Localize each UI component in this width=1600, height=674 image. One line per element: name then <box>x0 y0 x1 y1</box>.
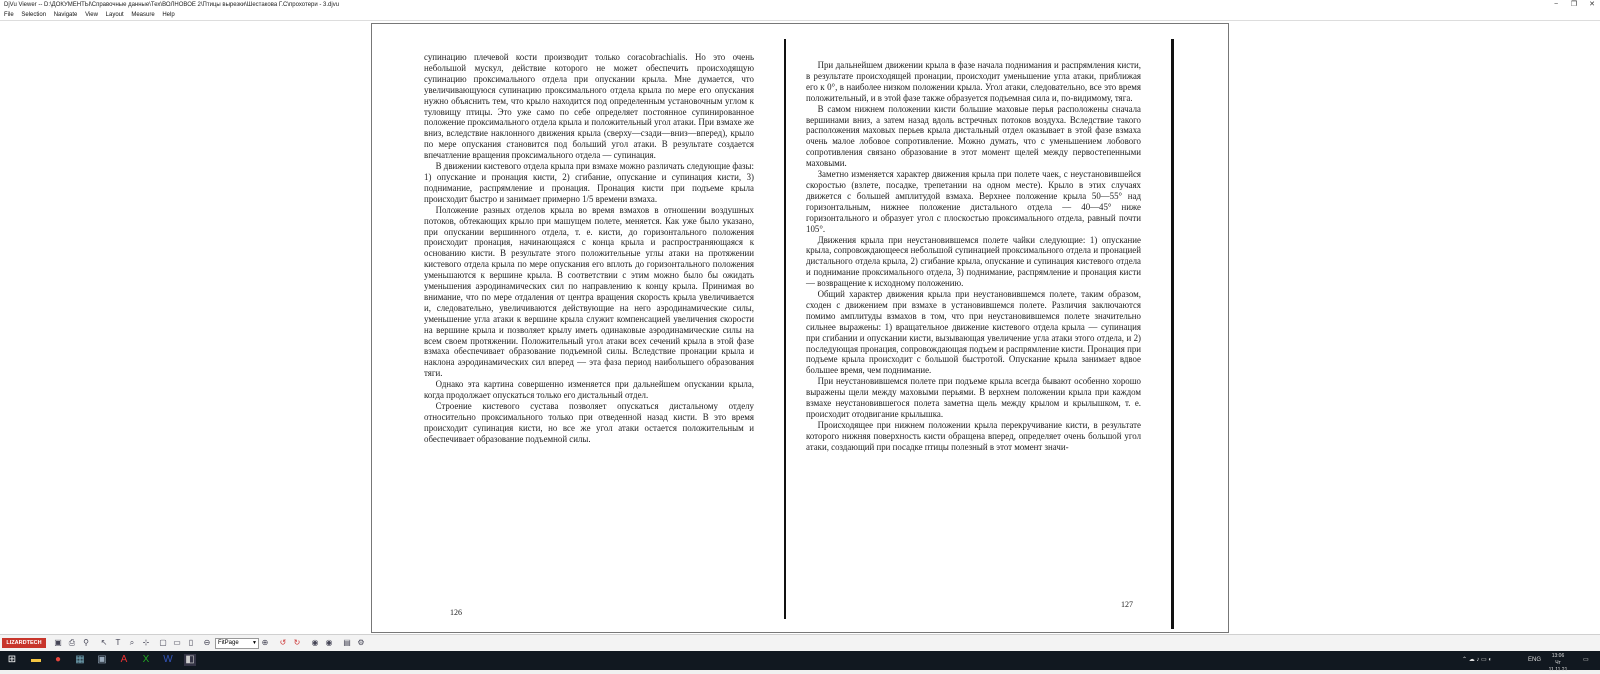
zoom-select[interactable] <box>215 638 259 649</box>
page-number: 126 <box>450 608 462 617</box>
menu-bar <box>0 10 1600 21</box>
select-icon[interactable]: ↖ <box>100 638 108 647</box>
paragraph: В движении кистевого отдела крыла при взмахе можно различать следующие фазы: 1) опускание и пронация кисти, 2) сгибание, опускание и супинация кисти, 3) поднимание, распрямление и пронация. Пронация кисти при подъеме крыла происходит быстро и занимает примерно 1/5 времени взмаха. <box>424 161 754 204</box>
page-left <box>371 23 787 633</box>
close-icon[interactable]: ✕ <box>1589 1 1595 8</box>
menu-file[interactable]: File <box>4 12 14 18</box>
paragraph: При неустановившемся полете при подъеме крыла всегда бывают особенно хорошо выражены щели между маховыми перьями. В верхнем положении крыла при каждом взмахе неустановившегося полета заметна щель между крылом и крылышком, т. е. происходит отодвигание крылышка. <box>806 376 1141 419</box>
paragraph: В самом нижнем положении кисти большие маховые перья расположены сначала вершинами вниз, а затем назад вдоль встречных потоков воздуха. Вследствие такого расположения маховых перьев крыла дистальный отдел оказывает в этой фазе взмаха очень малое лобовое сопротивление. Можно думать, что с уменьшением лобового сопротивления связано образование в этот момент щелей между первостепенными маховыми. <box>806 103 1141 169</box>
thumbnails-icon[interactable]: ▤ <box>343 638 351 647</box>
title-bar <box>0 0 1600 10</box>
os-taskbar <box>0 651 1600 673</box>
paragraph: Строение кистевого сустава позволяет опускаться дистальному отделу относительно проксимального только при отведенной назад кисти. В это время происходит супинация кисти, но все же угол атаки остается положительным и обеспечивает образование подъемной силы. <box>424 401 754 444</box>
chevron-down-icon: ▼ <box>252 640 257 646</box>
excel-icon[interactable]: X <box>142 654 150 665</box>
paragraph: Заметно изменяется характер движения крыла при полете чаек, с неустановившейся скоростью (взлете, посадке, трепетании на одном месте). Крыло в этих случаях движется с большей амплитудой взмаха. Верхнее положение крыла 50—55° над горизонтальным, нижнее положение дистального отдела — 40—45° ниже горизонтального и образует угол с плоскостью проксимального отдела, равный почти 105°. <box>806 169 1141 234</box>
clock-date: Чт 11.11.21 <box>1548 660 1568 673</box>
tray-icons[interactable]: ⌃ ☁ ♪ ▭ ◐ <box>1462 657 1492 663</box>
menu-measure[interactable]: Measure <box>131 12 155 18</box>
menu-navigate[interactable]: Navigate <box>53 12 78 18</box>
actual-size-icon[interactable]: ▯ <box>188 638 194 647</box>
word-icon[interactable]: W <box>163 654 173 665</box>
windows-start-icon[interactable]: ⊞ <box>7 654 17 665</box>
lizardtech-logo: LIZARDTECH <box>2 638 46 648</box>
paragraph: Общий характер движения крыла при неустановившемся полете, таким образом, сходен с движением при взмахе в установившемся полете. Различия заключаются помимо амплитуды взмахов в том, что при неустановившемся полете значительно сильнее выражены: 1) вращательное движение кистевого отдела крыла — супинация при сгибании и опускании кисти, вызывающая увеличение угла атаки этого отдела, и 2) последующая пронация, сопровождающая подъем и распрямление кисти. Пронация при подъеме крыла происходит с большой быстротой. Опускание крыла занимает вдвое большее время, чем поднимание. <box>806 289 1142 376</box>
document-viewport[interactable] <box>0 21 1600 634</box>
gutter-shadow <box>1171 39 1174 629</box>
paragraph: супинацию плечевой кости производит только coracobrachialis. Но это очень небольшой мускул, действие которого не может обеспечить происходящую супинацию проксимального отдела при опускании крыла. Мне думается, что увеличивающуюся супинацию проксимального отдела крыла по мере его опускания нужно объяснить тем, что крыло находится под определенным установочным углом к туловищу птицы. Это уже само по себе определяет постоянное супинированное положение проксимального отдела крыла и положительный угол атаки. При взмахе же вниз, вследствие наклонного движения крыла (сверху—сзади—вниз—вперед), крыло по мере опускания становится под больший угол атаки. В результате создается впечатление вращения проксимального отдела — супинация. <box>424 52 754 161</box>
pdf-icon[interactable]: A <box>120 654 128 665</box>
first-page-icon[interactable]: ◉ <box>311 638 319 647</box>
fit-page-icon[interactable]: ▢ <box>159 638 167 647</box>
zoom-icon[interactable]: ⌕ <box>129 638 135 647</box>
rotate-left-icon[interactable]: ↺ <box>279 638 287 647</box>
menu-selection[interactable]: Selection <box>21 12 47 18</box>
paragraph: Положение разных отделов крыла во время взмахов в отношении воздушных потоков, обтекающих крыло при машущем полете, меняется. Как уже было указано, при опускании вершинного отдела, т. е. кисти, до горизонтального положения происходит пронация, начинающаяся с конца крыла и распространяющаяся к основанию кисти. В результате этого положительные углы атаки на протяжении кистевого отдела крыла по мере опускания его вплоть до горизонтального положения уменьшаются к вершине крыла. В соответствии с этим можно было бы ожидать уменьшения аэродинамических сил по направлению к концу крыла. Принимая во внимание, что по мере отдаления от центра вращения скорость крыла увеличивается и, следовательно, увеличиваются действующие на него аэродинамические силы, уменьшение угла атаки к вершине крыла служит компенсацией увеличения скорости на вершине крыла и позволяет крылу иметь одинаковые аэродинамические силы на всем своем протяжении. Положительный угол атаки всех сечений крыла в этой фазе взмаха обеспечивает образование подъемной силы. Вследствие пронации крыла и наклона аэродинамических сил вперед — эта фаза период наибольшего образования тяги. <box>424 204 754 379</box>
paragraph: Однако эта картина совершенно изменяется при дальнейшем опускании крыла, когда продолжает опускаться только его дистальный отдел. <box>424 379 754 401</box>
folder-icon[interactable]: ▬ <box>31 654 41 665</box>
zoom-value: FitPage <box>218 640 239 646</box>
app-icon[interactable]: ▦ <box>75 654 85 665</box>
save-app-icon[interactable]: ▣ <box>97 654 107 665</box>
language-indicator[interactable]: ENG <box>1528 657 1542 663</box>
viewer-toolbar <box>0 634 1600 651</box>
clock[interactable] <box>1546 653 1570 674</box>
last-page-icon[interactable]: ◉ <box>325 638 333 647</box>
chrome-icon[interactable]: ● <box>54 654 62 665</box>
save-icon[interactable]: ▣ <box>54 638 62 647</box>
zoom-in-icon[interactable]: ⊕ <box>261 638 269 647</box>
fit-width-icon[interactable]: ▭ <box>173 638 181 647</box>
clock-time: 13:06 <box>1551 653 1565 659</box>
page-right-text <box>806 60 1141 453</box>
menu-layout[interactable]: Layout <box>105 12 124 18</box>
page-right <box>786 23 1229 633</box>
notifications-icon[interactable]: ▭ <box>1583 657 1589 663</box>
find-icon[interactable]: ⚲ <box>83 638 89 647</box>
page-number: 127 <box>1121 600 1133 609</box>
page-left-text <box>424 52 754 445</box>
print-icon[interactable]: ⎙ <box>68 638 76 647</box>
measure-icon[interactable]: ⊹ <box>142 638 150 647</box>
paragraph: Происходящее при нижнем положении крыла перекручивание кисти, в результате которого нижняя поверхность кисти обращена вперед, определяет очень большой угол атаки, создающий при посадке птицы полезный в этот момент значи- <box>806 419 1141 452</box>
paragraph: При дальнейшем движении крыла в фазе начала поднимания и распрямления кисти, в результате происходящей пронации, происходит уменьшение угла атаки, приближая его к 0°, в наиболее низком положении крыла. Угол атаки, следовательно, все это время положительный, и в этой фазе также образуется подъемная сила и, по-видимому, тяга. <box>806 60 1141 103</box>
text-icon[interactable]: T <box>115 638 121 647</box>
menu-help[interactable]: Help <box>162 12 175 18</box>
maximize-icon[interactable]: ❐ <box>1570 1 1578 8</box>
djvu-viewer-icon[interactable]: ◧ <box>185 654 195 665</box>
minimize-icon[interactable]: − <box>1553 1 1559 8</box>
settings-icon[interactable]: ⚙ <box>357 638 365 647</box>
window-title: DjVu Viewer -- D:\ДОКУМЕНТЫ\Справочные данные\Тех\ВОЛНОВОЕ 2\Птицы вырезки\Шестакова Г.С\прохотери - 3.djvu <box>4 2 340 8</box>
rotate-right-icon[interactable]: ↻ <box>293 638 301 647</box>
paragraph: Движения крыла при неустановившемся полете чайки следующие: 1) опускание крыла, сопровождающееся небольшой супинацией проксимального отдела и пронацией дистального отдела крыла, 2) сгибание крыла, опускание и супинация кистевого отдела и поднимание проксимального отдела, 3) поднимание, распрямление и пронация кисти — возвращение к исходному положению. <box>806 234 1141 289</box>
zoom-out-icon[interactable]: ⊖ <box>203 638 211 647</box>
menu-view[interactable]: View <box>85 12 98 18</box>
